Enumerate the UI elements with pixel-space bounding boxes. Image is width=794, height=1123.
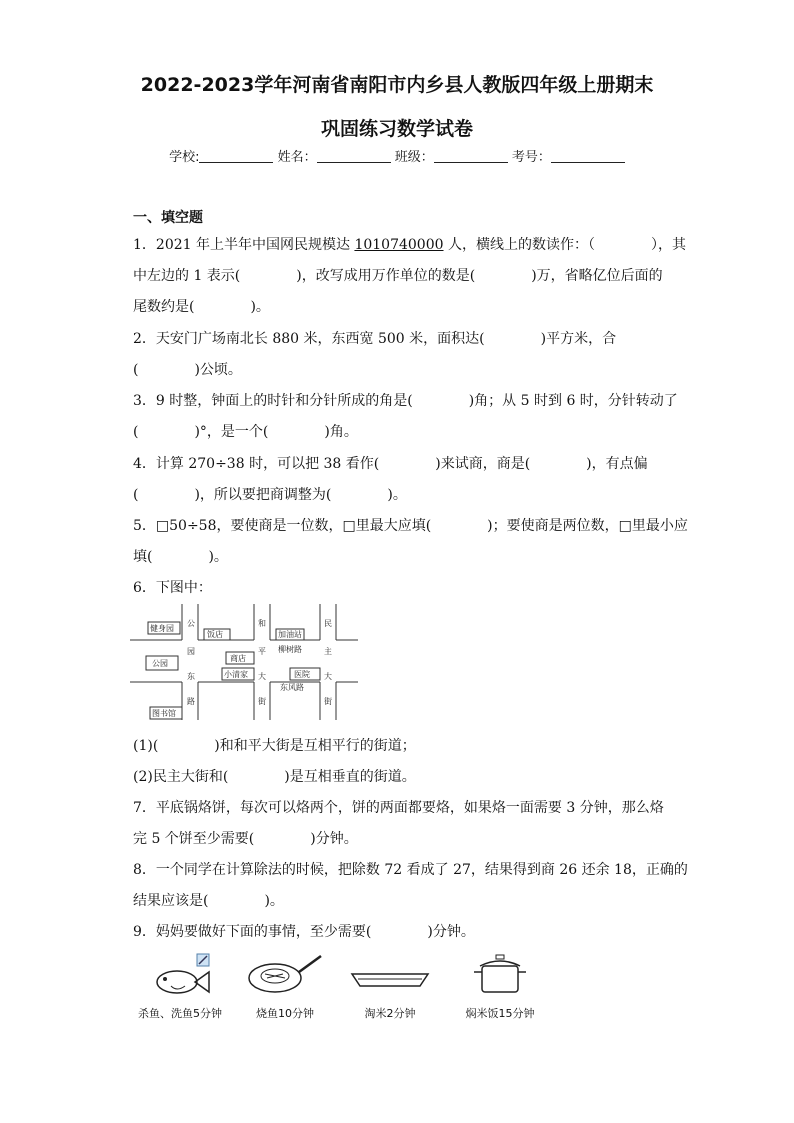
q4-line-2: ( )，所以要把商调整为( )。 [133,487,407,503]
q9-item-cook-rice [455,950,545,1021]
map-label-liushu-road: 柳树路 [278,645,302,654]
school-blank[interactable] [199,150,273,163]
q3-line-1: 3．9 时整，钟面上的时针和分针所成的角是( )角；从 5 时到 6 时，分针转动了 [133,393,678,409]
map-char: 东 [187,672,195,681]
map-char: 公 [187,619,195,628]
q2-line-2: ( )公顷。 [133,362,242,378]
q1-line-3: 尾数约是( )。 [133,299,270,315]
q9-item-cook-fish [240,950,330,1021]
class-label: 班级： [394,150,434,165]
map-label-gas-station: 加油站 [278,630,302,639]
map-label-hotel: 饭店 [207,630,223,639]
school-label: 学校: [169,150,200,165]
map-char: 民 [324,619,332,628]
map-label-gym: 健身园 [150,624,174,633]
q9-label-wash-rice: 淘米2分钟 [364,1007,416,1020]
q9-item-fish [130,950,230,1021]
q1-line-2: 中左边的 1 表示( )，改写成用万作单位的数是( )万，省略亿位后面的 [133,268,663,284]
map-label-xiaoqing-home: 小清家 [224,670,248,679]
q1-line-1: 1．2021 年上半年中国网民规模达 1010740000 人，横线上的数读作：（ ），其 [133,237,686,253]
title-line-2: 巩固练习数学试卷 [320,118,473,140]
section-title: 一、填空题 [133,210,203,226]
map-char: 大 [258,672,266,681]
map-char: 街 [258,697,266,706]
q6-intro: 6．下图中： [133,580,212,596]
q5-line-1: 5．□50÷58，要使商是一位数，□里最大应填( )；要使商是两位数，□里最小应 [133,518,688,534]
map-char: 和 [258,619,266,628]
q7-line-2: 完 5 个饼至少需要( )分钟。 [133,831,358,847]
map-label-dongfeng-road: 东风路 [280,683,304,692]
student-info-row [0,146,794,165]
fish-icon [145,950,215,1002]
q8-line-1: 8．一个同学在计算除法的时候，把除数 72 看成了 27，结果得到商 26 还余 18，正确的 [133,862,688,878]
map-char: 街 [324,697,332,706]
q9-label-cook-fish: 烧鱼10分钟 [256,1007,314,1020]
map-label-library: 图书馆 [152,709,176,718]
map-label-shop: 商店 [230,654,246,663]
pot-icon [470,950,530,1002]
map-label-hospital: 医院 [294,670,310,679]
q1-underlined-number: 1010740000 [354,237,444,253]
q3-line-2: ( )°，是一个( )角。 [133,424,358,440]
q6-sub-1: (1)( )和和平大街是互相平行的街道； [133,738,416,754]
map-char: 大 [324,672,332,681]
q4-line-1: 4．计算 270÷38 时，可以把 38 看作( )来试商，商是( )，有点偏 [133,456,648,472]
exam-no-blank[interactable] [551,150,625,163]
map-char: 平 [258,647,266,656]
exam-no-label: 考号： [511,150,551,165]
q9-item-wash-rice [345,950,435,1021]
q6-sub-2: (2)民主大街和( )是互相垂直的街道。 [133,769,416,785]
q9-line-1: 9．妈妈要做好下面的事情，至少需要( )分钟。 [133,924,475,940]
class-blank[interactable] [434,150,508,163]
q5-line-2: 填( )。 [133,549,228,565]
q8-line-2: 结果应该是( )。 [133,893,284,909]
plate-icon [348,950,432,1002]
q9-label-fish: 杀鱼、洗鱼5分钟 [138,1007,222,1020]
q2-line-1: 2．天安门广场南北长 880 米，东西宽 500 米，面积达( )平方米，合 [133,331,617,347]
q9-label-cook-rice: 焖米饭15分钟 [465,1007,535,1020]
name-label: 姓名： [277,150,317,165]
q9-picture-row [130,950,550,1030]
map-char: 园 [187,647,195,656]
map-char: 主 [324,647,332,656]
name-blank[interactable] [317,150,391,163]
frying-pan-icon [245,950,325,1002]
map-char: 路 [187,697,195,706]
street-map [130,604,358,720]
title-line-1: 2022-2023学年河南省南阳市内乡县人教版四年级上册期末 [140,74,654,96]
q7-line-1: 7．平底锅烙饼，每次可以烙两个，饼的两面都要烙，如果烙一面需要 3 分钟，那么烙 [133,800,664,816]
map-label-park: 公园 [152,659,168,668]
